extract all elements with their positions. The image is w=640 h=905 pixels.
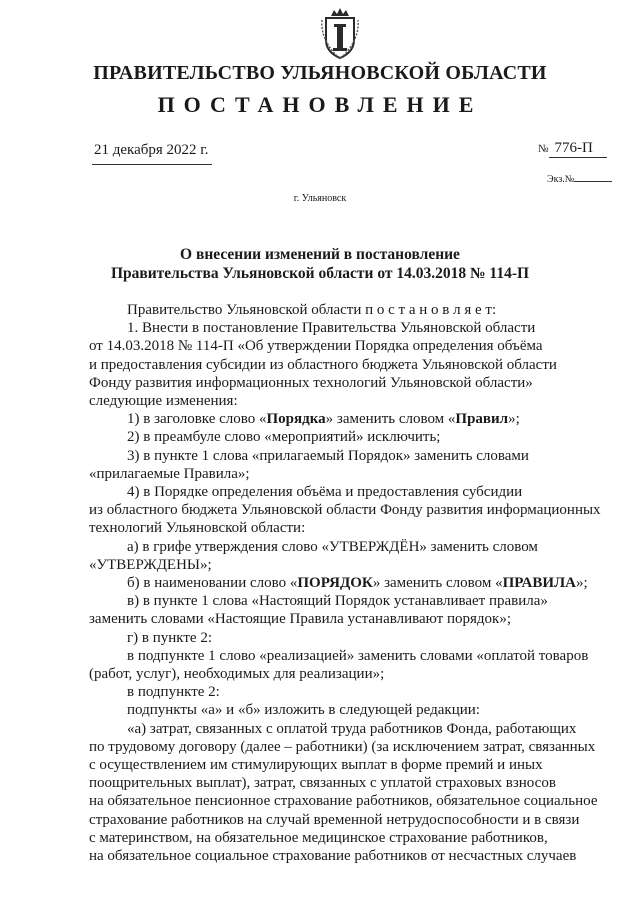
body-line: на обязательное пенсионное страхование работников, обязательное социальное bbox=[89, 793, 598, 810]
body-line: г) в пункте 2: bbox=[127, 629, 213, 646]
body-line: с осуществлением им стимулирующих выплат в форме премий и иных bbox=[89, 757, 543, 774]
body-line: Правительство Ульяновской области п о с т а н о в л я е т: bbox=[127, 302, 497, 318]
document-body bbox=[89, 301, 614, 865]
body-line: б) в наименовании слово «ПОРЯДОК» заменить словом «ПРАВИЛА»; bbox=[127, 575, 588, 592]
body-line: по трудовому договору (далее – работники) (за исключением затрат, связанных bbox=[89, 738, 596, 755]
body-line: Фонду развития информационных технологий Ульяновской области» bbox=[89, 374, 533, 391]
body-line: 4) в Порядке определения объёма и предоставления субсидии bbox=[127, 484, 523, 501]
body-line: на обязательное социальное страхование работников от несчастных случаев bbox=[89, 848, 577, 865]
body-line: 2) в преамбуле слово «мероприятий» исключить; bbox=[127, 429, 441, 446]
body-line: страхование работников на случай временной нетрудоспособности и в связи bbox=[89, 811, 580, 828]
copy-number bbox=[547, 174, 612, 185]
copy-blank bbox=[574, 181, 612, 182]
body-line: «УТВЕРЖДЕНЫ»; bbox=[89, 556, 212, 573]
number-value: 776-П bbox=[549, 140, 607, 158]
emblem-crown bbox=[331, 8, 349, 16]
city-name: г. Ульяновск bbox=[293, 193, 347, 204]
document-subject bbox=[0, 245, 640, 283]
body-line: от 14.03.2018 № 114-П «Об утверждении Порядка определения объёма bbox=[89, 338, 543, 355]
body-line: технологий Ульяновской области: bbox=[89, 520, 306, 537]
body-line: 1. Внести в постановление Правительства Ульяновской области bbox=[127, 320, 536, 337]
subject-line: Правительства Ульяновской области от 14.03.2018 № 114-П bbox=[110, 265, 530, 282]
body-line: подпункты «а» и «б» изложить в следующей редакции: bbox=[127, 702, 480, 719]
body-line: и предоставления субсидии из областного бюджета Ульяновской области bbox=[89, 356, 557, 373]
document-type: ПОСТАНОВЛЕНИЕ bbox=[157, 92, 483, 117]
number-label: № bbox=[538, 143, 549, 155]
body-line: (работ, услуг), необходимых для реализации»; bbox=[89, 666, 385, 683]
body-line: поощрительных выплат), затрат, связанных с уплатой страховых взносов bbox=[89, 775, 556, 792]
government-title: ПРАВИТЕЛЬСТВО УЛЬЯНОВСКОЙ ОБЛАСТИ bbox=[93, 62, 547, 84]
document-number bbox=[538, 140, 607, 158]
body-line: «а) затрат, связанных с оплатой труда работников Фонда, работающих bbox=[127, 720, 577, 737]
body-line: 1) в заголовке слово «Порядка» заменить словом «Правил»; bbox=[127, 411, 520, 428]
emblem-column-base bbox=[333, 48, 347, 51]
emblem-column-top bbox=[334, 24, 346, 27]
body-line: заменить словами «Настоящие Правила устанавливают порядок»; bbox=[89, 611, 511, 628]
body-line: в) в пункте 1 слова «Настоящий Порядок устанавливает правила» bbox=[127, 593, 548, 610]
emblem-column bbox=[337, 26, 343, 48]
body-line: а) в грифе утверждения слово «УТВЕРЖДЁН» заменить словом bbox=[127, 538, 538, 555]
body-line: в подпункте 1 слово «реализацией» заменить словами «оплатой товаров bbox=[127, 647, 589, 664]
coat-of-arms-emblem bbox=[318, 6, 362, 60]
body-line: следующие изменения: bbox=[89, 393, 238, 410]
body-line: 3) в пункте 1 слова «прилагаемый Порядок» заменить словами bbox=[127, 447, 529, 464]
subject-line: О внесении изменений в постановление bbox=[180, 246, 460, 263]
body-line: в подпункте 2: bbox=[127, 684, 220, 701]
copy-label: Экз.№ bbox=[547, 174, 575, 185]
date-underline bbox=[92, 164, 212, 165]
body-line: из областного бюджета Ульяновской области Фонду развития информационных bbox=[89, 502, 601, 519]
body-line: «прилагаемые Правила»; bbox=[89, 465, 250, 482]
document-date: 21 декабря 2022 г. bbox=[94, 142, 209, 158]
body-line: с материнством, на обязательное медицинское страхование работников, bbox=[89, 829, 548, 846]
